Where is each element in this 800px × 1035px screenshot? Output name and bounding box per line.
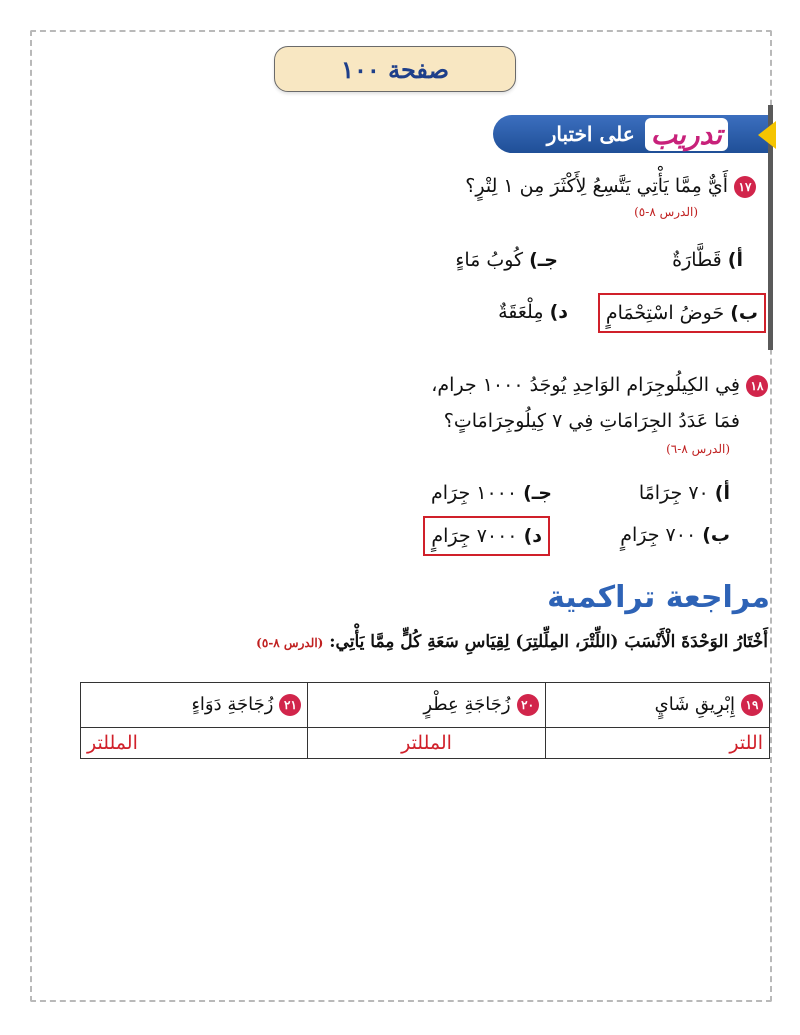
option-letter: جـ) — [523, 482, 552, 504]
lesson-reference: (الدرس ٨-٥) — [634, 205, 698, 219]
option-b-selected — [598, 293, 766, 333]
table-row — [81, 728, 770, 759]
option-text: ١٠٠٠ جِرَام — [430, 482, 518, 504]
answer-cell: اللتر — [545, 728, 769, 759]
answers-table — [80, 682, 770, 759]
lesson-reference: (الدرس ٨-٥) — [256, 636, 324, 650]
table-cell — [308, 683, 545, 728]
option-text: كُوبُ مَاءٍ — [455, 249, 524, 271]
test-practice-banner — [493, 115, 768, 153]
question-number-badge: ٢١ — [279, 694, 301, 716]
test-practice-section — [388, 105, 773, 350]
item-label: زُجَاجَةِ عِطْرٍ — [423, 694, 511, 715]
cumulative-review-heading: مراجعة تراكمية — [547, 580, 770, 615]
cumulative-instruction — [68, 632, 768, 652]
option-c — [431, 478, 552, 508]
option-letter: أ) — [727, 249, 743, 271]
banner-title: تدريب — [645, 118, 728, 151]
option-text: قَطَّارَةٌ — [672, 249, 722, 271]
option-text: ٧٠ جِرَامًا — [638, 482, 709, 504]
option-a — [672, 245, 743, 275]
question-17 — [396, 171, 756, 201]
question-text: أَيٌّ مِمَّا يَأْتِي يَتَّسِعُ لِأَكْثَرَ مِن ١ لِتْرٍ؟ — [465, 175, 728, 197]
option-letter: ب) — [702, 524, 730, 546]
option-text: حَوضُ اسْتِحْمَامٍ — [605, 302, 725, 324]
instruction-text: أَخْتَارُ الوَحْدَةَ الْأَنْسَبَ (اللِّتْرَ، المِلِّلتِرَ) لِقِيَاسِ سَعَةِ كُلٍّ مِمَّا يَأْتِي: — [329, 632, 768, 652]
banner-arrow-icon — [758, 121, 776, 149]
option-letter: أ) — [714, 482, 730, 504]
item-label: إِبْرِيقِ شَايٍ — [654, 694, 735, 715]
page-title: صفحة ١٠٠ — [274, 46, 516, 92]
question-18 — [368, 370, 768, 400]
option-d-selected — [423, 516, 550, 556]
option-letter: د) — [523, 525, 542, 547]
table-row — [81, 683, 770, 728]
answer-cell: المللتر — [308, 728, 545, 759]
banner-subtitle: على اختبار — [546, 122, 635, 146]
option-d — [498, 297, 568, 327]
option-letter: د) — [549, 301, 568, 323]
option-b — [620, 520, 730, 550]
option-a — [639, 478, 730, 508]
question-number-badge: ٢٠ — [517, 694, 539, 716]
question-text-line1: فِي الكِيلُوجِرَام الوَاحِدِ يُوجَدُ ١٠٠٠ جرام، — [431, 374, 740, 396]
option-text: ٧٠٠٠ جِرَامٍ — [431, 525, 518, 547]
answer-cell: المللتر — [81, 728, 308, 759]
question-number-badge: ١٩ — [741, 694, 763, 716]
option-letter: ب) — [730, 302, 758, 324]
question-number-badge: ١٨ — [746, 375, 768, 397]
table-cell — [545, 683, 769, 728]
table-cell — [81, 683, 308, 728]
option-text: ٧٠٠ جِرَامٍ — [620, 524, 697, 546]
option-c — [455, 245, 558, 275]
option-letter: جـ) — [529, 249, 558, 271]
question-number-badge: ١٧ — [734, 176, 756, 198]
option-text: مِلْعَقَةٌ — [498, 301, 544, 323]
item-label: زُجَاجَةِ دَوَاءٍ — [191, 694, 274, 715]
question-18-line2: فمَا عَدَدُ الجِرَامَاتِ فِي ٧ كِيلُوجِرَامَاتٍ؟ — [443, 410, 740, 432]
lesson-reference: (الدرس ٨-٦) — [666, 442, 730, 456]
